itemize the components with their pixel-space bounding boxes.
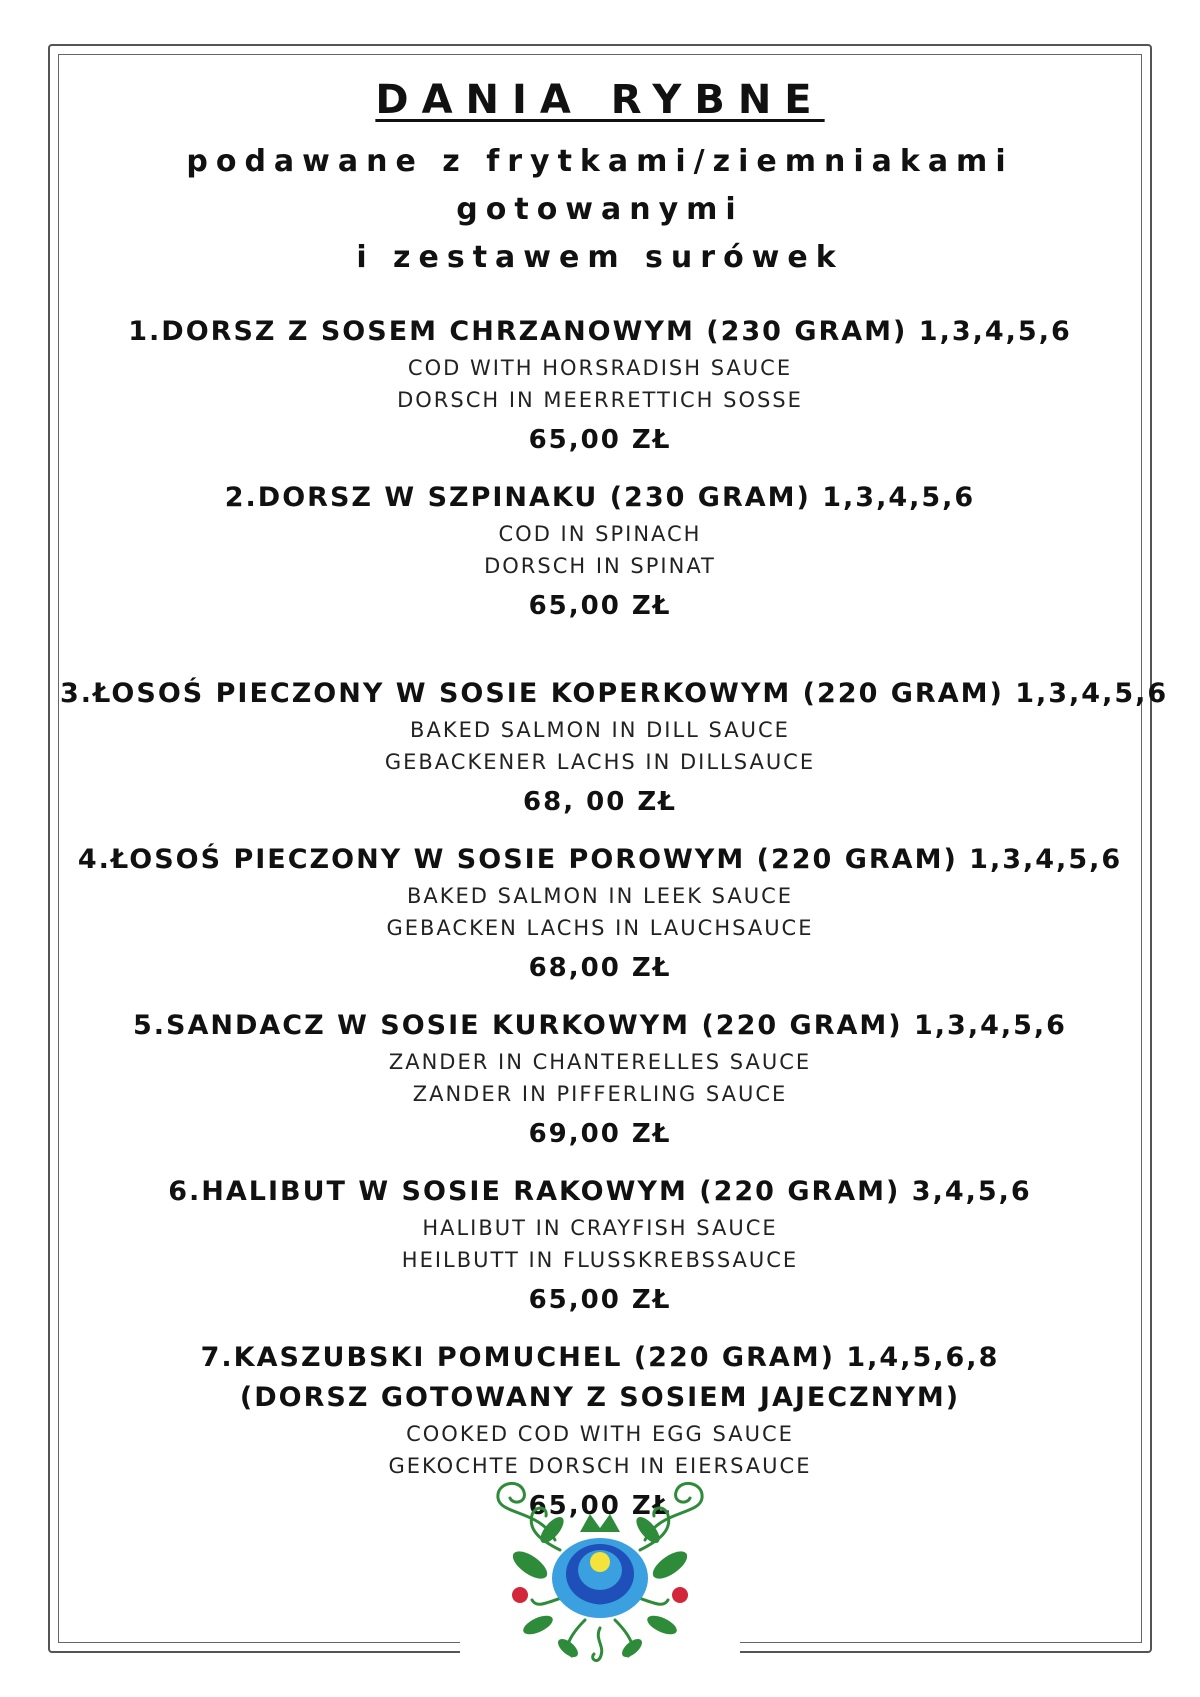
- subtitle-line-1: podawane z frytkami/ziemniakami gotowanymi: [186, 144, 1014, 227]
- dish-english: ZANDER IN CHANTERELLES SAUCE: [388, 1050, 812, 1074]
- subtitle-line-2: i zestawem surówek: [356, 240, 844, 275]
- dish-german: DORSCH IN MEERRETTICH SOSSE: [397, 388, 803, 412]
- menu-page: [60, 60, 1169, 1544]
- dish-list: [60, 312, 1169, 1526]
- dish-english: HALIBUT IN CRAYFISH SAUCE: [422, 1216, 778, 1240]
- dish-german: DORSCH IN SPINAT: [484, 554, 716, 578]
- dish-german: GEKOCHTE DORSCH IN EIERSAUCE: [388, 1454, 812, 1478]
- dish-english: COOKED COD WITH EGG SAUCE: [406, 1422, 794, 1446]
- dish-price: 68, 00 ZŁ: [523, 787, 677, 817]
- dish-english: BAKED SALMON IN LEEK SAUCE: [406, 884, 794, 908]
- dish-item: [60, 1006, 1140, 1154]
- dish-price: 65,00 ZŁ: [528, 425, 672, 455]
- dish-item: [60, 1172, 1140, 1320]
- dish-name: 6.HALIBUT W SOSIE RAKOWYM (220 GRAM) 3,4,5,6: [168, 1176, 1032, 1207]
- dish-name: 5.SANDACZ W SOSIE KURKOWYM (220 GRAM) 1,3,4,5,6: [133, 1010, 1067, 1041]
- dish-item: [60, 312, 1140, 460]
- dish-price: 68,00 ZŁ: [528, 953, 672, 983]
- dish-german: GEBACKEN LACHS IN LAUCHSAUCE: [386, 916, 814, 940]
- dish-name: 3.ŁOSOŚ PIECZONY W SOSIE KOPERKOWYM (220 GRAM) 1,3,4,5,6: [60, 678, 1169, 709]
- dish-german: HEILBUTT IN FLUSSKREBSSAUCE: [401, 1248, 799, 1272]
- dish-item: [60, 840, 1140, 988]
- dish-price: 65,00 ZŁ: [528, 1491, 672, 1521]
- dish-price: 65,00 ZŁ: [528, 1285, 672, 1315]
- kashubian-flower-ornament-icon: [480, 1470, 720, 1665]
- dish-name: 1.DORSZ Z SOSEM CHRZANOWYM (230 GRAM) 1,3,4,5,6: [128, 316, 1072, 347]
- dish-item: [60, 478, 1140, 626]
- dish-item: [60, 674, 1169, 822]
- dish-price: 69,00 ZŁ: [528, 1119, 672, 1149]
- dish-english: BAKED SALMON IN DILL SAUCE: [410, 718, 790, 742]
- dish-english: COD WITH HORSRADISH SAUCE: [407, 356, 793, 380]
- dish-german: ZANDER IN PIFFERLING SAUCE: [412, 1082, 788, 1106]
- dish-note: (DORSZ GOTOWANY Z SOSIEM JAJECZNYM): [239, 1382, 961, 1413]
- dish-name: 7.KASZUBSKI POMUCHEL (220 GRAM) 1,4,5,6,8: [200, 1342, 1000, 1373]
- menu-title: DANIA RYBNE: [375, 77, 825, 123]
- dish-name: 2.DORSZ W SZPINAKU (230 GRAM) 1,3,4,5,6: [224, 482, 976, 513]
- dish-german: GEBACKENER LACHS IN DILLSAUCE: [384, 750, 816, 774]
- dish-name: 4.ŁOSOŚ PIECZONY W SOSIE POROWYM (220 GRAM) 1,3,4,5,6: [77, 844, 1123, 875]
- menu-subtitle: [60, 138, 1140, 282]
- dish-price: 65,00 ZŁ: [528, 591, 672, 621]
- dish-english: COD IN SPINACH: [498, 522, 702, 546]
